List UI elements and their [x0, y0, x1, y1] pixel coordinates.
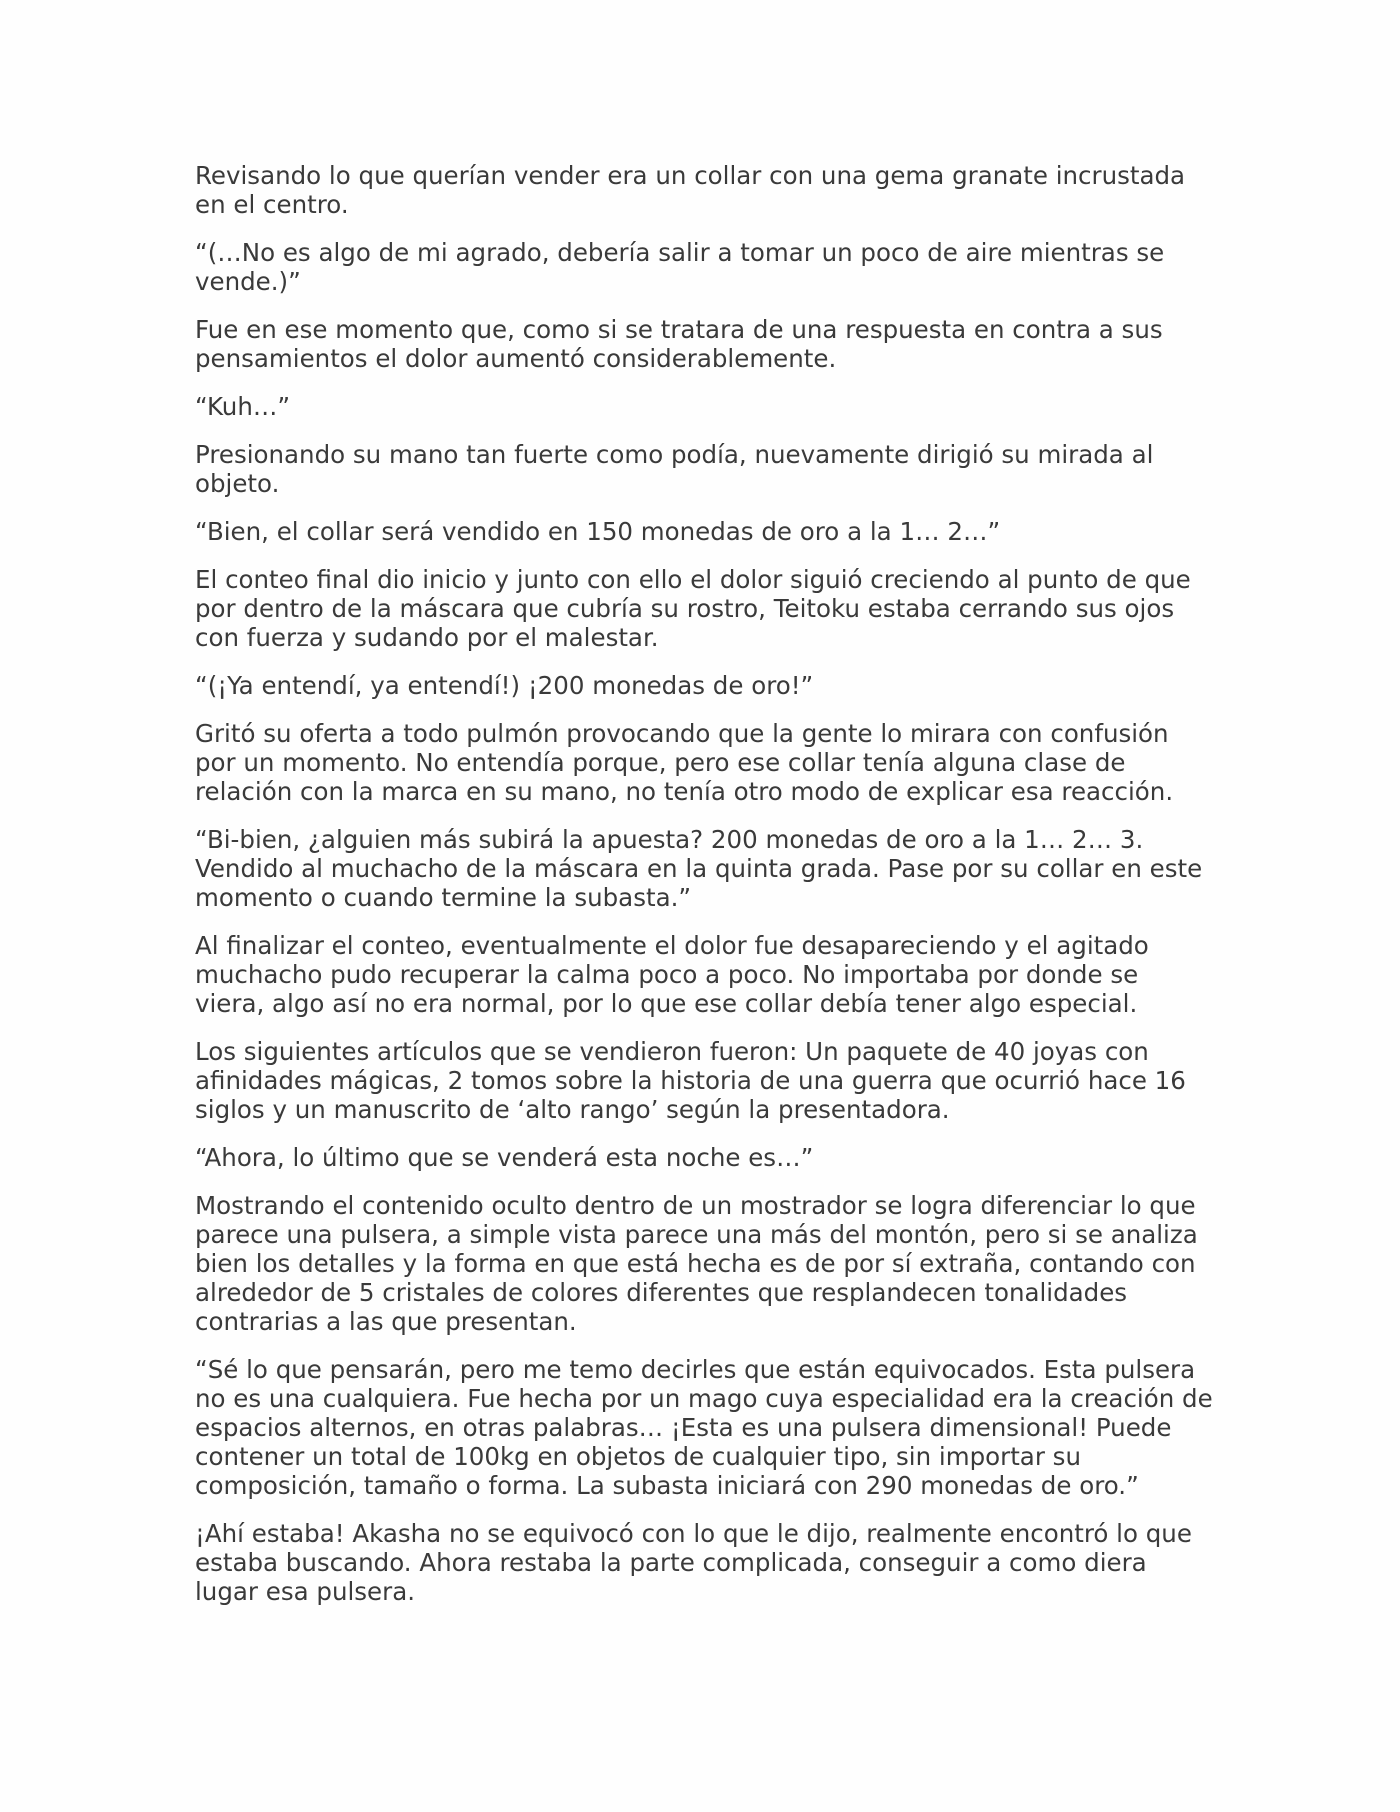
- paragraph: “(¡Ya entendí, ya entendí!) ¡200 monedas de oro!”: [195, 671, 814, 700]
- paragraph: “Bien, el collar será vendido en 150 monedas de oro a la 1… 2…”: [195, 517, 1001, 546]
- paragraph: El conteo final dio inicio y junto con ello el dolor siguió creciendo al punto de que por dentro de la máscara que cubría su rostro, Teitoku estaba cerrando sus ojos con fuerza y sudando por el malestar.: [195, 565, 1191, 652]
- paragraph: “Kuh…”: [195, 392, 291, 421]
- paragraph: “Ahora, lo último que se venderá esta noche es…”: [195, 1143, 814, 1172]
- paragraph: “(…No es algo de mi agrado, debería salir a tomar un poco de aire mientras se vende.)”: [195, 238, 1165, 296]
- paragraph: “Sé lo que pensarán, pero me temo decirles que están equivocados. Esta pulsera no es una cualquiera. Fue hecha por un mago cuya especialidad era la creación de espacios alternos, en otras palabras… ¡Esta es una pulsera dimensional! Puede contener un total de 100kg en objetos de cualquier tipo, sin importar su composición, tamaño o forma. La subasta iniciará con 290 monedas de oro.”: [195, 1355, 1213, 1500]
- paragraph: Presionando su mano tan fuerte como podía, nuevamente dirigió su mirada al objeto.: [195, 440, 1154, 498]
- paragraph: Revisando lo que querían vender era un collar con una gema granate incrustada en el centro.: [195, 161, 1186, 219]
- paragraph: Al finalizar el conteo, eventualmente el dolor fue desapareciendo y el agitado muchacho pudo recuperar la calma poco a poco. No importaba por donde se viera, algo así no era normal, por lo que ese collar debía tener algo especial.: [195, 931, 1149, 1018]
- document-body: [195, 161, 1215, 1625]
- paragraph: “Bi-bien, ¿alguien más subirá la apuesta? 200 monedas de oro a la 1… 2… 3. Vendido al muchacho de la máscara en la quinta grada. Pase por su collar en este momento o cuando termine la subasta.”: [195, 825, 1203, 912]
- paragraph: Los siguientes artículos que se vendieron fueron: Un paquete de 40 joyas con afinidades mágicas, 2 tomos sobre la historia de una guerra que ocurrió hace 16 siglos y un manuscrito de ‘alto rango’ según la presentadora.: [195, 1037, 1186, 1124]
- paragraph: Fue en ese momento que, como si se tratara de una respuesta en contra a sus pensamientos el dolor aumentó considerablemente.: [195, 315, 1163, 373]
- paragraph: ¡Ahí estaba! Akasha no se equivocó con lo que le dijo, realmente encontró lo que estaba buscando. Ahora restaba la parte complicada, conseguir a como diera lugar esa pulsera.: [195, 1519, 1192, 1606]
- paragraph: Mostrando el contenido oculto dentro de un mostrador se logra diferenciar lo que parece una pulsera, a simple vista parece una más del montón, pero si se analiza bien los detalles y la forma en que está hecha es de por sí extraña, contando con alrededor de 5 cristales de colores diferentes que resplandecen tonalidades contrarias a las que presentan.: [195, 1191, 1198, 1336]
- paragraph: Gritó su oferta a todo pulmón provocando que la gente lo mirara con confusión por un momento. No entendía porque, pero ese collar tenía alguna clase de relación con la marca en su mano, no tenía otro modo de explicar esa reacción.: [195, 719, 1174, 806]
